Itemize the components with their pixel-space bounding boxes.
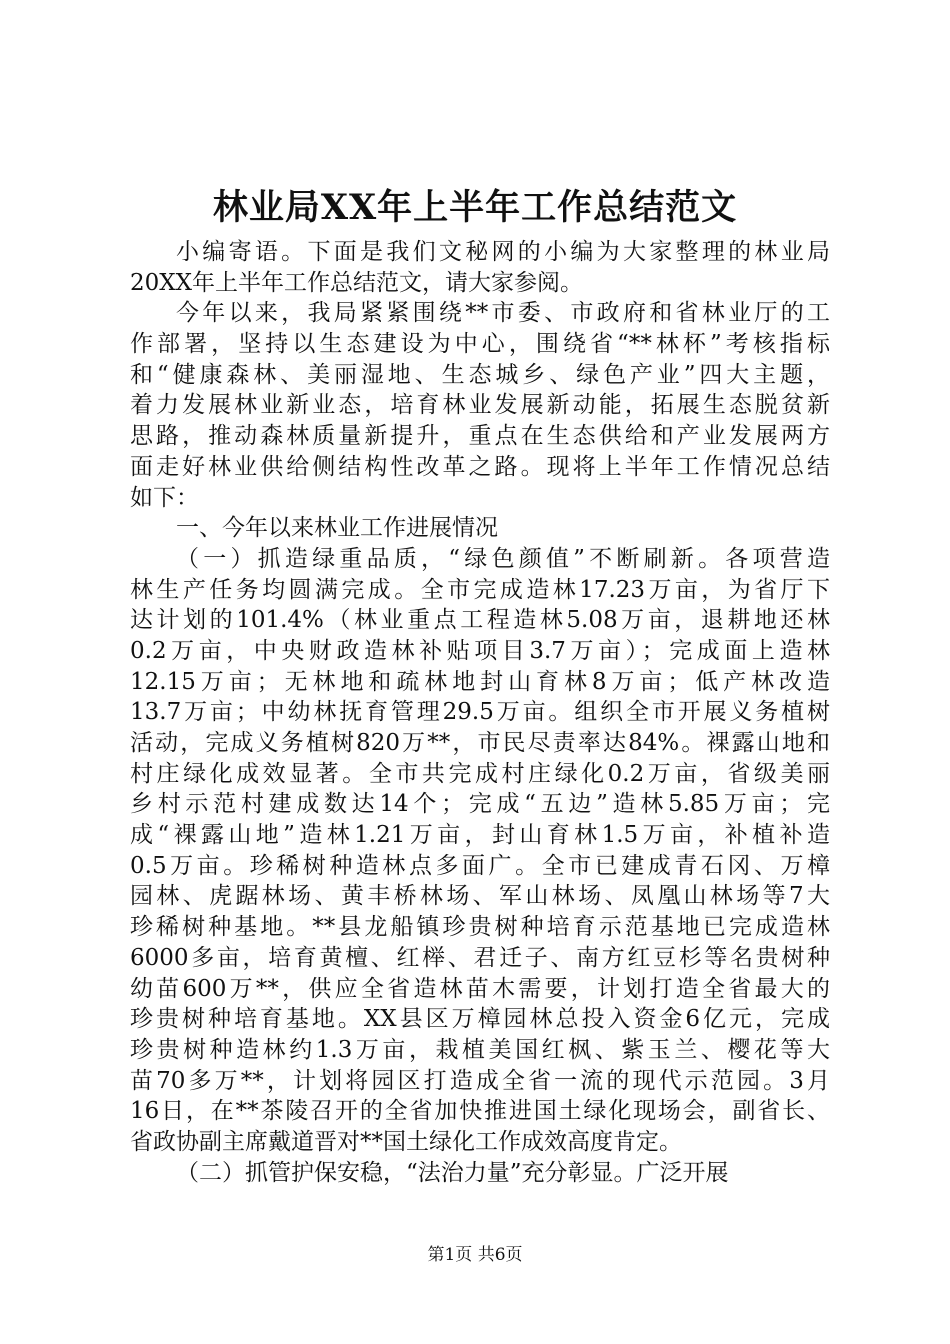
document-title: 林业局XX年上半年工作总结范文	[212, 187, 738, 228]
paragraph-line: 珍贵树种造林约1.3万亩，栽植美国红枫、紫玉兰、樱花等大	[130, 1036, 830, 1063]
page-footer: 第1页 共6页	[427, 1245, 523, 1265]
paragraph-line: 园林、虎踞林场、黄丰桥林场、军山林场、凤凰山林场等7大	[130, 883, 830, 910]
paragraph-line: 苗70多万**，计划将园区打造成全省一流的现代示范园。3月	[130, 1067, 830, 1094]
paragraph-line: 0.5万亩。珍稀树种造林点多面广。全市已建成青石冈、万樟	[130, 852, 830, 879]
paragraph-line: 村庄绿化成效显著。全市共完成村庄绿化0.2万亩，省级美丽	[130, 760, 830, 787]
paragraph-line: 16日，在**茶陵召开的全省加快推进国土绿化现场会，副省长、	[130, 1098, 830, 1125]
document-body	[130, 237, 830, 1188]
paragraph-line: 乡村示范村建成数达14个；完成“五边”造林5.85万亩；完	[130, 791, 830, 818]
paragraph-line: （一）抓造绿重品质，“绿色颜值”不断刷新。各项营造	[176, 545, 830, 572]
paragraph-line: 小编寄语。下面是我们文秘网的小编为大家整理的林业局	[176, 239, 830, 265]
paragraph-line: 一、今年以来林业工作进展情况	[176, 515, 498, 542]
paragraph-line: 20XX年上半年工作总结范文，请大家参阅。	[130, 269, 584, 296]
paragraph-line: 活动，完成义务植树820万**，市民尽责率达84%。裸露山地和	[130, 730, 830, 756]
paragraph-line: 思路，推动森林质量新提升，重点在生态供给和产业发展两方	[130, 423, 830, 450]
paragraph-line: 珍贵树种培育基地。XX县区万樟园林总投入资金6亿元，完成	[130, 1006, 830, 1033]
paragraph-line: 6000多亩，培育黄檀、红榉、君迁子、南方红豆杉等名贵树种	[130, 944, 830, 971]
paragraph-line: 幼苗600万**，供应全省造林苗木需要，计划打造全省最大的	[130, 975, 830, 1002]
paragraph	[130, 513, 830, 544]
paragraph-line: 省政协副主席戴道晋对**国土绿化工作成效高度肯定。	[130, 1128, 682, 1155]
paragraph-line: 今年以来，我局紧紧围绕**市委、市政府和省林业厅的工	[176, 300, 830, 327]
paragraph-line: 珍稀树种基地。**县龙船镇珍贵树种培育示范基地已完成造林	[130, 914, 830, 941]
paragraph	[130, 298, 830, 513]
paragraph-line: 12.15万亩；无林地和疏林地封山育林8万亩；低产林改造	[130, 668, 830, 695]
paragraph-line: 林生产任务均圆满完成。全市完成造林17.23万亩，为省厅下	[130, 576, 830, 603]
paragraph	[130, 544, 830, 1158]
paragraph-line: 13.7万亩；中幼林抚育管理29.5万亩。组织全市开展义务植树	[130, 699, 830, 726]
paragraph-line: 0.2万亩，中央财政造林补贴项目3.7万亩）；完成面上造林	[130, 637, 830, 664]
paragraph	[130, 237, 830, 298]
paragraph	[130, 1158, 830, 1189]
paragraph-line: 面走好林业供给侧结构性改革之路。现将上半年工作情况总结	[130, 453, 830, 480]
paragraph-line: 着力发展林业新业态，培育林业发展新动能，拓展生态脱贫新	[130, 392, 830, 419]
paragraph-line: 作部署，坚持以生态建设为中心，围绕省“**林杯”考核指标	[130, 331, 830, 358]
paragraph-line: 成“裸露山地”造林1.21万亩，封山育林1.5万亩，补植补造	[130, 822, 830, 849]
paragraph-line: 如下：	[130, 484, 199, 511]
paragraph-line: 达计划的101.4%（林业重点工程造林5.08万亩，退耕地还林	[130, 607, 830, 634]
paragraph-line: （二）抓管护保安稳，“法治力量”充分彰显。广泛开展	[176, 1159, 729, 1186]
paragraph-line: 和“健康森林、美丽湿地、生态城乡、绿色产业”四大主题，	[130, 361, 830, 388]
